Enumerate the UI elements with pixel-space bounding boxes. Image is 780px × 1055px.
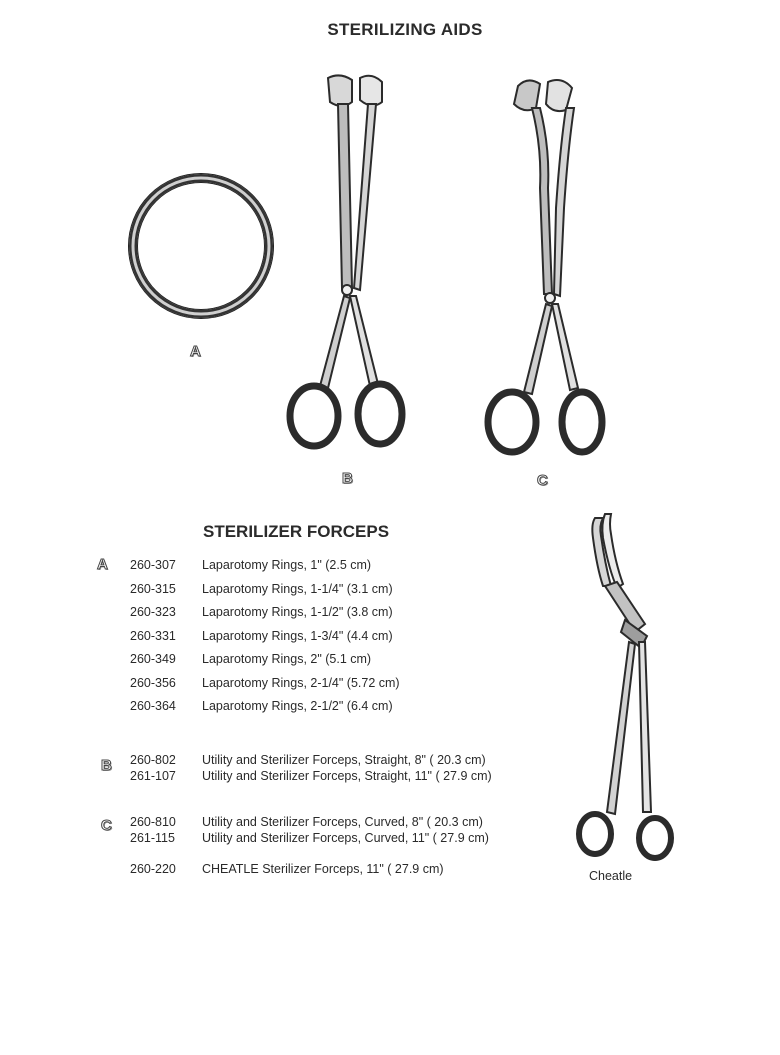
item-description: Laparotomy Rings, 1-1/2" (3.8 cm) (202, 605, 393, 619)
item-code: 260-315 (130, 582, 176, 596)
curved-forceps-illustration (482, 72, 612, 462)
item-description: Utility and Sterilizer Forceps, Curved, 8" ( 20.3 cm) (202, 815, 483, 829)
item-description: CHEATLE Sterilizer Forceps, 11" ( 27.9 cm) (202, 862, 444, 876)
item-code: 260-364 (130, 699, 176, 713)
item-description: Laparotomy Rings, 1-3/4" (4.4 cm) (202, 629, 393, 643)
item-code: 260-810 (130, 815, 176, 829)
item-description: Utility and Sterilizer Forceps, Straight, 8" ( 20.3 cm) (202, 753, 486, 767)
cheatle-caption: Cheatle (589, 869, 633, 883)
group-c-letter: C (101, 817, 112, 834)
item-code: 260-307 (130, 558, 176, 572)
cheatle-forceps-illustration (565, 512, 680, 867)
group-b-letter: B (101, 757, 112, 774)
item-code: 261-115 (130, 831, 175, 845)
item-code: 261-107 (130, 769, 176, 783)
item-code: 260-323 (130, 605, 176, 619)
item-description: Utility and Sterilizer Forceps, Straight, 11" ( 27.9 cm) (202, 769, 492, 783)
group-a-letter: A (97, 556, 108, 573)
item-description: Laparotomy Rings, 2-1/4" (5.72 cm) (202, 676, 400, 690)
item-description: Laparotomy Rings, 1" (2.5 cm) (202, 558, 372, 572)
item-description: Laparotomy Rings, 2-1/2" (6.4 cm) (202, 699, 393, 713)
item-description: Laparotomy Rings, 1-1/4" (3.1 cm) (202, 582, 393, 596)
straight-forceps-illustration (282, 68, 412, 458)
page-title: STERILIZING AIDS (327, 20, 483, 39)
figure-a-label: A (190, 343, 201, 360)
item-description: Laparotomy Rings, 2" (5.1 cm) (202, 652, 372, 666)
item-code: 260-802 (130, 753, 176, 767)
item-code: 260-349 (130, 652, 176, 666)
item-code: 260-356 (130, 676, 176, 690)
item-description: Utility and Sterilizer Forceps, Curved, 11" ( 27.9 cm) (202, 831, 489, 845)
laparotomy-ring-illustration (125, 170, 277, 322)
section-title: STERILIZER FORCEPS (203, 522, 390, 541)
item-code: 260-331 (130, 629, 176, 643)
figure-c-label: C (537, 472, 548, 489)
item-code: 260-220 (130, 862, 176, 876)
figure-b-label: B (342, 470, 353, 487)
